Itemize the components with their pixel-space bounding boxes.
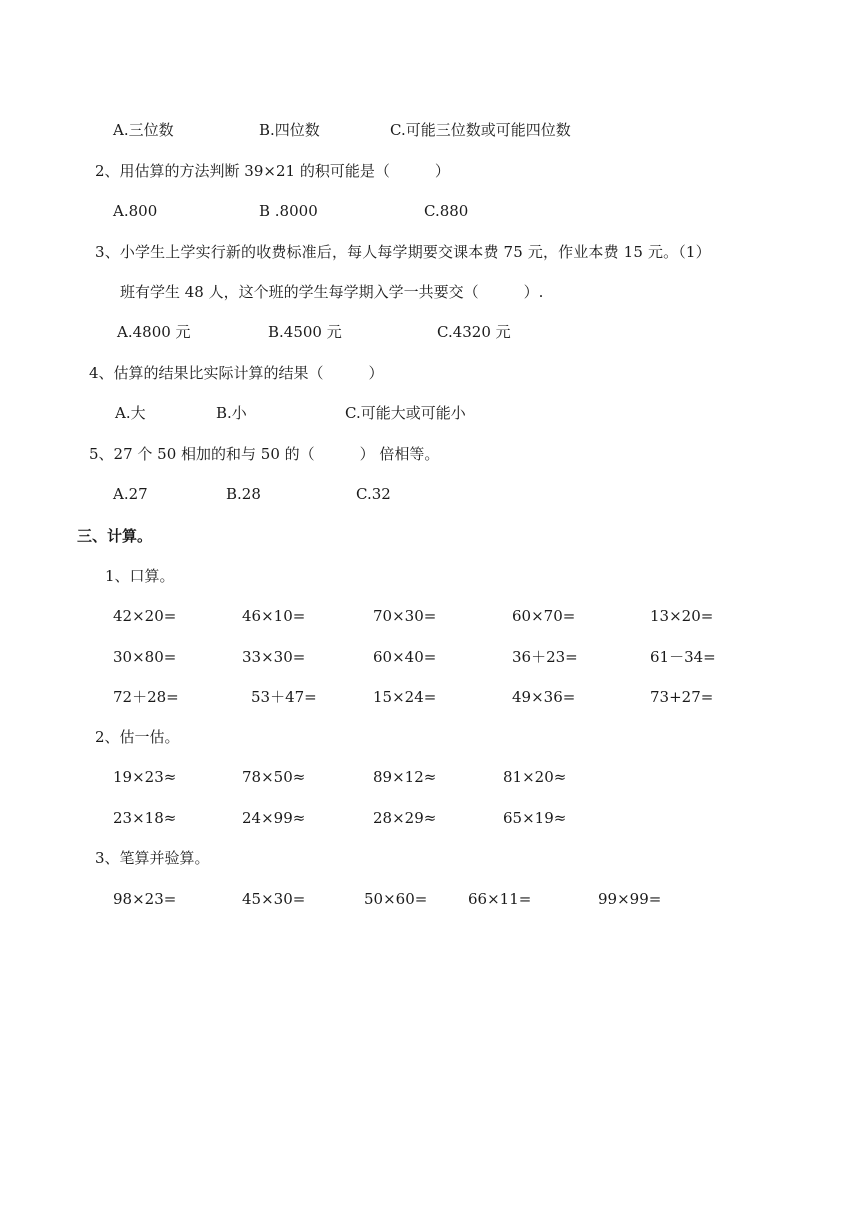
q2-option-a: A.800 xyxy=(113,202,158,220)
oral-label: 1、口算。 xyxy=(105,567,175,585)
oral-item: 30×80= xyxy=(113,648,177,666)
oral-item: 33×30= xyxy=(242,648,306,666)
estimate-item: 81×20≈ xyxy=(503,768,567,786)
oral-item: 70×30= xyxy=(373,607,437,625)
oral-item: 60×40= xyxy=(373,648,437,666)
q2-option-b: B .8000 xyxy=(259,202,318,220)
written-item: 66×11= xyxy=(468,890,532,908)
estimate-label: 2、估一估。 xyxy=(95,728,180,746)
q3-stem-line2: 班有学生 48 人，这个班的学生每学期入学一共要交（ ）. xyxy=(120,283,544,301)
oral-item: 49×36= xyxy=(512,688,576,706)
estimate-item: 23×18≈ xyxy=(113,809,177,827)
oral-item: 53＋47= xyxy=(251,688,317,706)
q2-option-c: C.880 xyxy=(424,202,469,220)
written-label: 3、笔算并验算。 xyxy=(95,849,210,867)
estimate-item: 19×23≈ xyxy=(113,768,177,786)
q5-stem: 5、27 个 50 相加的和与 50 的（ ） 倍相等。 xyxy=(89,445,440,463)
q5-option-c: C.32 xyxy=(356,485,391,503)
written-item: 99×99= xyxy=(598,890,662,908)
q3-option-a: A.4800 元 xyxy=(117,323,191,341)
q1-option-c: C.可能三位数或可能四位数 xyxy=(390,121,571,139)
oral-item: 42×20= xyxy=(113,607,177,625)
oral-item: 73+27= xyxy=(650,688,714,706)
estimate-item: 78×50≈ xyxy=(242,768,306,786)
q4-stem: 4、估算的结果比实际计算的结果（ ） xyxy=(89,364,384,382)
q4-option-c: C.可能大或可能小 xyxy=(345,404,466,422)
estimate-item: 28×29≈ xyxy=(373,809,437,827)
q3-option-c: C.4320 元 xyxy=(437,323,511,341)
estimate-item: 65×19≈ xyxy=(503,809,567,827)
oral-item: 15×24= xyxy=(373,688,437,706)
q1-option-a: A.三位数 xyxy=(113,121,174,139)
section-title: 三、计算。 xyxy=(77,527,153,545)
written-item: 45×30= xyxy=(242,890,306,908)
q3-stem-line1: 3、小学生上学实行新的收费标准后，每人每学期要交课本费 75 元，作业本费 15 元。（1） xyxy=(95,243,711,261)
oral-item: 46×10= xyxy=(242,607,306,625)
estimate-item: 89×12≈ xyxy=(373,768,437,786)
written-item: 98×23= xyxy=(113,890,177,908)
written-item: 50×60= xyxy=(364,890,428,908)
q4-option-b: B.小 xyxy=(216,404,247,422)
oral-item: 13×20= xyxy=(650,607,714,625)
q3-option-b: B.4500 元 xyxy=(268,323,342,341)
oral-item: 72＋28= xyxy=(113,688,179,706)
q1-option-b: B.四位数 xyxy=(259,121,320,139)
q5-option-a: A.27 xyxy=(113,485,148,503)
q4-option-a: A.大 xyxy=(115,404,146,422)
q2-stem: 2、用估算的方法判断 39×21 的积可能是（ ） xyxy=(95,162,450,180)
q5-option-b: B.28 xyxy=(226,485,261,503)
oral-item: 61－34= xyxy=(650,648,716,666)
oral-item: 60×70= xyxy=(512,607,576,625)
oral-item: 36＋23= xyxy=(512,648,578,666)
estimate-item: 24×99≈ xyxy=(242,809,306,827)
